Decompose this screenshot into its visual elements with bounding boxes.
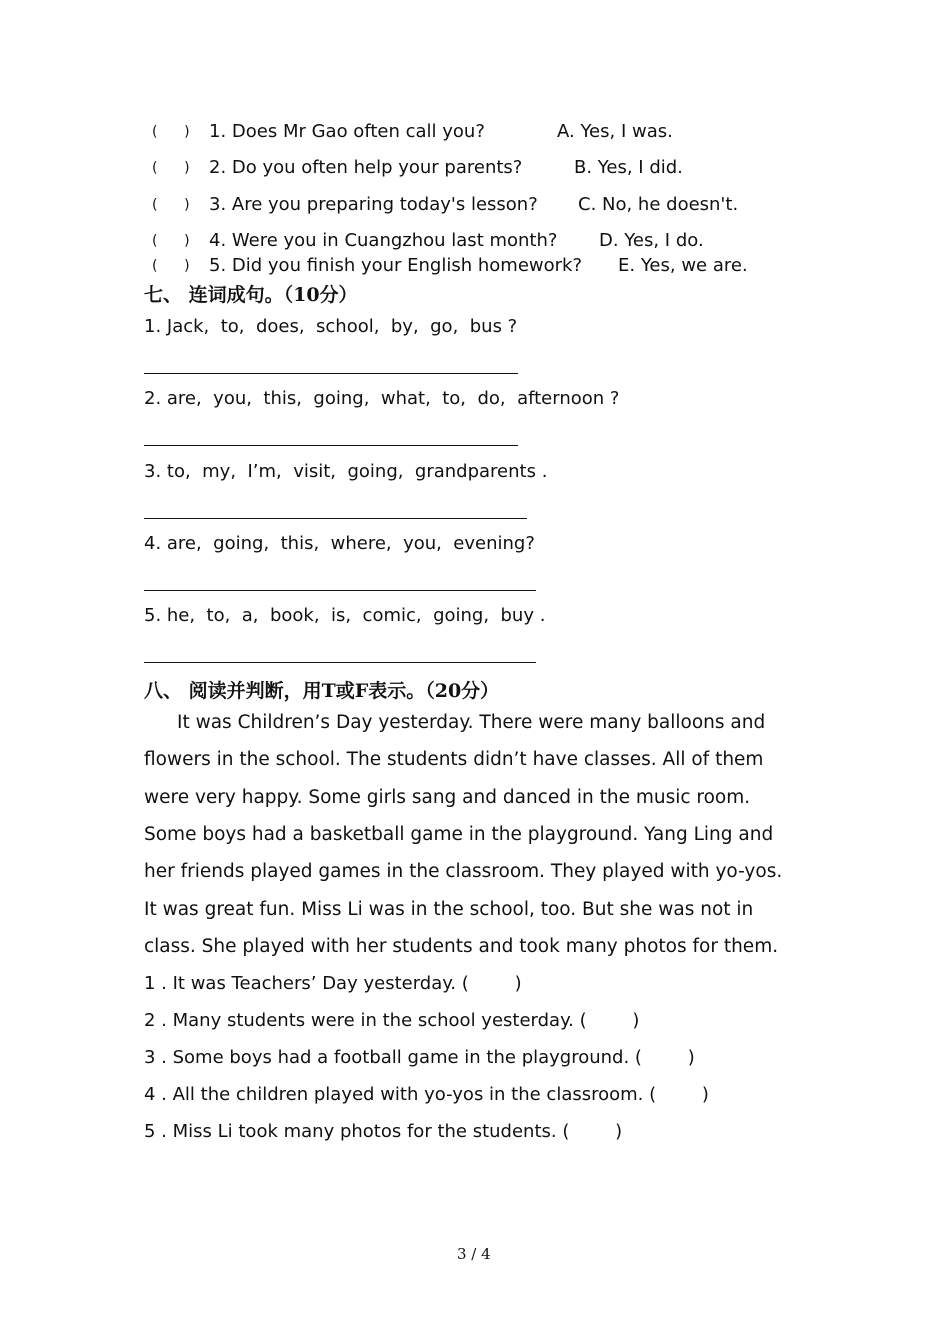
answer-paren[interactable]: ( ) xyxy=(152,233,190,249)
answer-line[interactable] xyxy=(144,518,527,519)
matching-question: 4. Were you in Cuangzhou last month? xyxy=(209,230,558,251)
answer-paren[interactable]: ( ) xyxy=(152,124,190,140)
passage-line: class. She played with her students and took many photos for them. xyxy=(144,936,779,957)
answer-paren[interactable]: ( ) xyxy=(152,197,190,213)
answer-line[interactable] xyxy=(144,590,536,591)
section-title: 七、 连词成句。（10分） xyxy=(144,284,358,306)
reorder-item: 5. he, to, a, book, is, comic, going, buy . xyxy=(144,605,546,626)
matching-answer: A. Yes, I was. xyxy=(557,121,673,142)
reorder-item: 4. are, going, this, where, you, evening? xyxy=(144,533,535,554)
matching-answer: C. No, he doesn't. xyxy=(578,194,739,215)
matching-question: 3. Are you preparing today's lesson? xyxy=(209,194,538,215)
reorder-item: 2. are, you, this, going, what, to, do, afternoon ? xyxy=(144,388,620,409)
matching-question: 1. Does Mr Gao often call you? xyxy=(209,121,485,142)
true-false-question[interactable]: 4 . All the children played with yo-yos in the classroom. ( ) xyxy=(144,1084,709,1105)
true-false-question[interactable]: 5 . Miss Li took many photos for the students. ( ) xyxy=(144,1121,623,1142)
passage-line: her friends played games in the classroom. They played with yo-yos. xyxy=(144,861,783,882)
matching-question: 2. Do you often help your parents? xyxy=(209,157,523,178)
answer-paren[interactable]: ( ) xyxy=(152,258,190,274)
passage-line: It was great fun. Miss Li was in the school, too. But she was not in xyxy=(144,899,754,920)
passage-line: flowers in the school. The students didn’t have classes. All of them xyxy=(144,749,764,770)
matching-answer: D. Yes, I do. xyxy=(599,230,704,251)
matching-answer: B. Yes, I did. xyxy=(574,157,683,178)
passage-line: It was Children’s Day yesterday. There were many balloons and xyxy=(177,712,766,733)
passage-line: were very happy. Some girls sang and danced in the music room. xyxy=(144,787,751,808)
answer-paren[interactable]: ( ) xyxy=(152,160,190,176)
passage-line: Some boys had a basketball game in the playground. Yang Ling and xyxy=(144,824,774,845)
answer-line[interactable] xyxy=(144,373,518,374)
page-number: 3 / 4 xyxy=(457,1245,491,1263)
reorder-item: 1. Jack, to, does, school, by, go, bus ? xyxy=(144,316,518,337)
answer-line[interactable] xyxy=(144,662,536,663)
true-false-question[interactable]: 2 . Many students were in the school yesterday. ( ) xyxy=(144,1010,640,1031)
true-false-question[interactable]: 3 . Some boys had a football game in the playground. ( ) xyxy=(144,1047,695,1068)
reorder-item: 3. to, my, I’m, visit, going, grandparents . xyxy=(144,461,548,482)
section-title: 八、 阅读并判断，用T或F表示。（20分） xyxy=(144,680,500,702)
true-false-question[interactable]: 1 . It was Teachers’ Day yesterday. ( ) xyxy=(144,973,522,994)
answer-line[interactable] xyxy=(144,445,518,446)
matching-answer: E. Yes, we are. xyxy=(618,255,748,276)
matching-question: 5. Did you finish your English homework? xyxy=(209,255,583,276)
